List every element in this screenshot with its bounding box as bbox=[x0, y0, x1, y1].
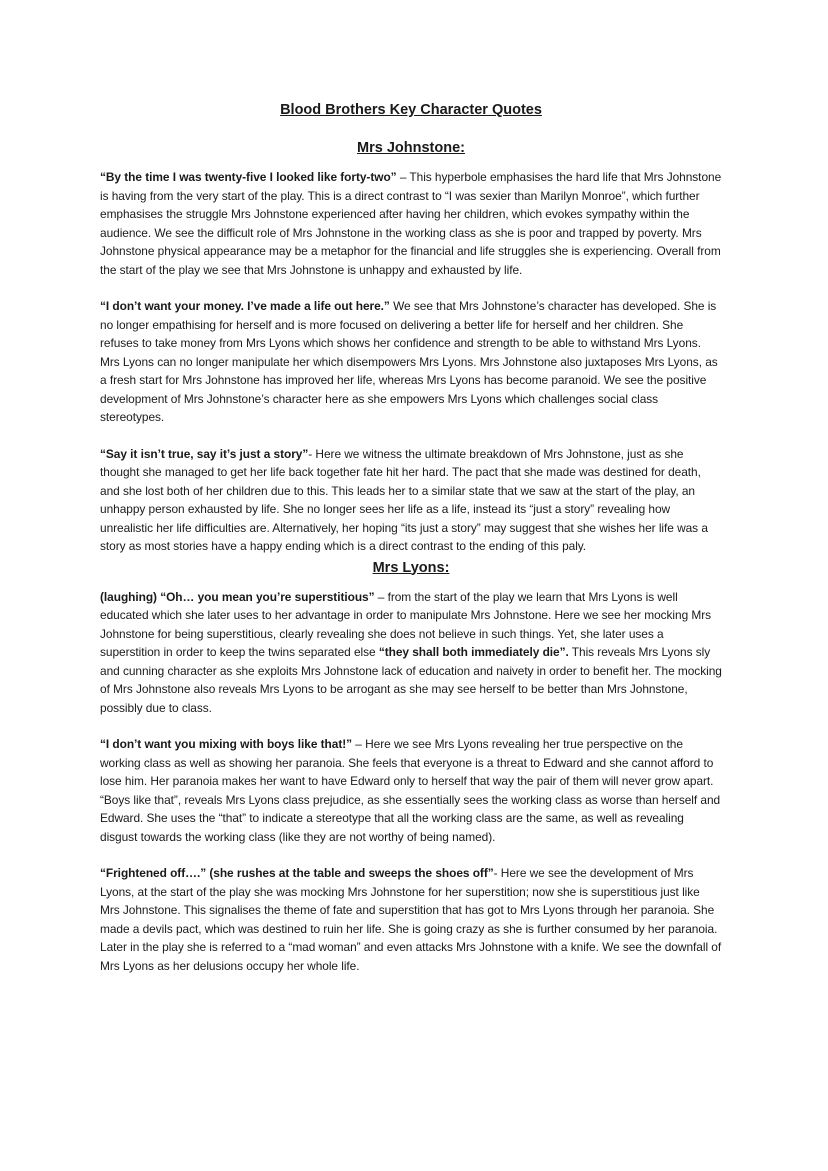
quote: “I don’t want your money. I’ve made a life out here.” bbox=[100, 299, 390, 313]
analysis-text: – from the start of the play we learn that Mrs Lyons is well educated which she later uses to her advantage in order to manipulate Mrs Johnstone. Here we see her mocking Mrs Johnstone for being superstitious, clearly revealing she does not believe in such things. Yet, she later uses a superstition in order to keep the twins separated else bbox=[100, 589, 712, 659]
quote: “By the time I was twenty-five I looked like forty-two” bbox=[100, 170, 397, 184]
quote: “they shall both immediately die”. bbox=[378, 645, 569, 659]
paragraph-lyons-3 bbox=[100, 864, 722, 975]
quote: (laughing) “Oh… you mean you’re superstitious” bbox=[100, 589, 375, 604]
paragraph-johnstone-2 bbox=[100, 297, 722, 427]
quote: “I don’t want you mixing with boys like that!” bbox=[100, 737, 353, 751]
paragraph-lyons-2 bbox=[100, 735, 722, 846]
paragraph-lyons-1 bbox=[100, 588, 722, 718]
analysis-text: - Here we witness the ultimate breakdown of Mrs Johnstone, just as she thought she managed to get her life back together fate hit her hard. The pact that she made was destined for death, and she lost both of her children due to this. This leads her to a similar state that we saw at the start of the play, an unhappy person exhausted by life. She no longer sees her life as a life, instead its “just a story” revealing how unrealistic her life difficulties are. Alternatively, her hoping “its just a story” may suggest that she wishes her life was a story as most stories have a happy ending which is a direct contrast to the ending of this paly. bbox=[100, 446, 708, 553]
paragraph-johnstone-1 bbox=[100, 168, 722, 279]
paragraph-johnstone-3 bbox=[100, 445, 722, 556]
document-page bbox=[100, 100, 722, 993]
quote: “Frightened off….” (she rushes at the table and sweeps the shoes off” bbox=[100, 866, 494, 880]
analysis-text: - Here we see the development of Mrs Lyons, at the start of the play she was mocking Mrs Johnstone for her superstition; now she is superstitious just like Mrs Johnstone. This signalises the theme of fate and superstition that has got to Mrs Lyons through her paranoia. She made a devils pact, which was destined to ruin her life. She is going crazy as she is further consumed by her paranoia. Later in the play she is referred to a “mad woman” and even attacks Mrs Johnstone with a knife. We see the downfall of Mrs Lyons as her delusions occupy her whole life. bbox=[100, 866, 722, 973]
quote: “Say it isn’t true, say it’s just a story” bbox=[100, 446, 309, 461]
analysis-text: This reveals Mrs Lyons sly and cunning character as she exploits Mrs Johnstone lack of education and naivety in order to benefit her. The mocking of Mrs Johnstone also reveals Mrs Lyons to be arrogant as she may see herself to be better than Mrs Johnstone, possibly due to class. bbox=[100, 645, 722, 715]
section-heading-mrs-lyons: Mrs Lyons: bbox=[372, 559, 450, 576]
analysis-text: We see that Mrs Johnstone’s character has developed. She is no longer empathising for herself and is more focused on delivering a better life for herself and her children. She refuses to take money from Mrs Lyons which shows her confidence and strength to be able to withstand Mrs Lyons. Mrs Lyons can no longer manipulate her which disempowers Mrs Lyons. Mrs Johnstone also juxtaposes Mrs Lyons, as a fresh start for Mrs Johnstone has improved her life, whereas Mrs Lyons has become paranoid. We see the positive development of Mrs Johnstone’s character here as she empowers Mrs Lyons which challenges social class stereotypes. bbox=[100, 299, 718, 424]
document-title: Blood Brothers Key Character Quotes bbox=[280, 102, 542, 118]
analysis-text: – This hyperbole emphasises the hard life that Mrs Johnstone is having from the very start of the play. This is a direct contrast to “I was sexier than Marilyn Monroe”, which further emphasises the struggle Mrs Johnstone experienced after having her children, which evokes sympathy within the audience. We see the difficult role of Mrs Johnstone in the working class as she is poor and trapped by poverty. Mrs Johnstone physical appearance may be a metaphor for the financial and life struggles she is experiencing. Overall from the start of the play we see that Mrs Johnstone is unhappy and exhausted by life. bbox=[100, 170, 722, 277]
analysis-text: – Here we see Mrs Lyons revealing her true perspective on the working class as well as showing her paranoia. She feels that everyone is a threat to Edward and she cannot afford to lose him. Her paranoia makes her want to have Edward only to herself that way the pair of them will never grow apart. “Boys like that”, reveals Mrs Lyons class prejudice, as she essentially sees the working class as worse than herself and Edward. She uses the “that” to indicate a stereotype that all the working class are the same, as well as revealing disgust towards the working class (like they are not worthy of being named). bbox=[100, 737, 721, 844]
section-heading-mrs-johnstone: Mrs Johnstone: bbox=[357, 140, 465, 156]
